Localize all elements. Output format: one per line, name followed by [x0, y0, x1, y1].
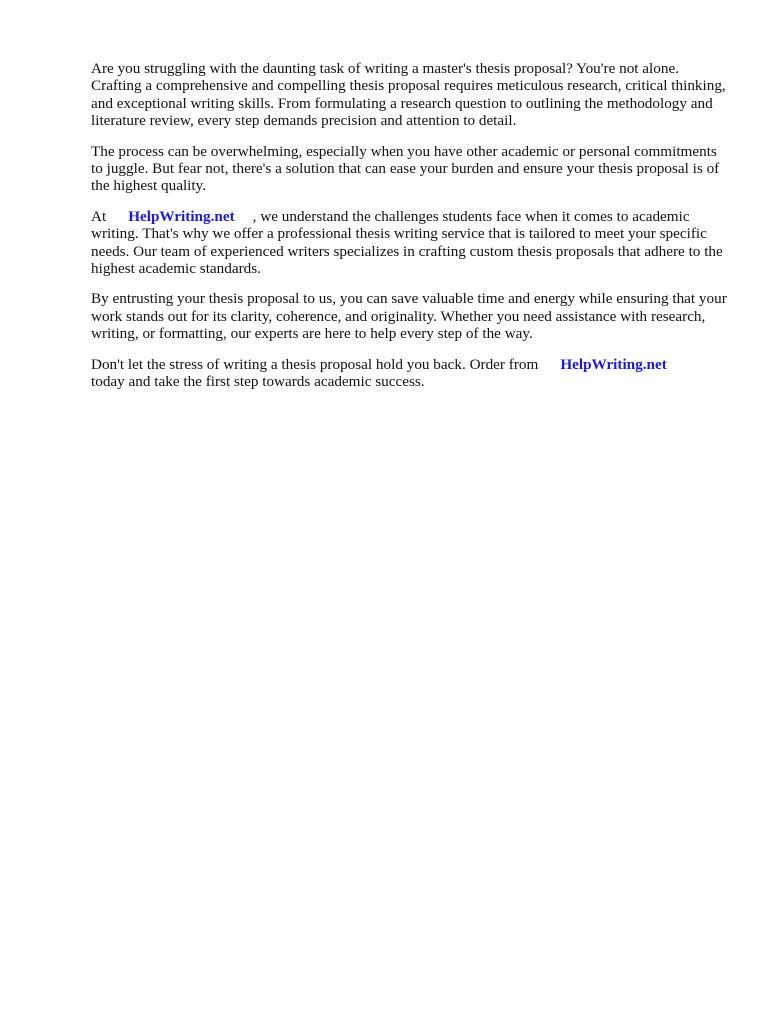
- document-body: [91, 60, 731, 404]
- helpwriting-order-link[interactable]: HelpWriting.net: [560, 355, 667, 373]
- helpwriting-link[interactable]: HelpWriting.net: [128, 207, 235, 225]
- paragraph-call-to-action: [91, 356, 731, 391]
- paragraph-benefits: By entrusting your thesis proposal to us, you can save valuable time and energy while ensuring that your work stands out for its clarity, coherence, and originality. Whether you need assistance with research, writing, or formatting, our experts are here to help every step of the way.: [91, 290, 727, 343]
- paragraph-intro: Are you struggling with the daunting task of writing a master's thesis proposal? You're not alone. Crafting a comprehensive and compelling thesis proposal requires meticulous research, critical thinking, and exceptional writing skills. From formulating a research question to outlining the methodology and literature review, every step demands precision and attention to detail.: [91, 60, 726, 130]
- paragraph-service: [91, 208, 731, 278]
- paragraph-service-body: , we understand the challenges students face when it comes to academic writing. That's why we offer a professional thesis writing service that is tailored to meet your specific needs. Our team of experienced writers specializes in crafting custom thesis proposals that adhere to the highest academic standards.: [91, 207, 723, 278]
- paragraph-cta-lead: Don't let the stress of writing a thesis proposal hold you back. Order from: [91, 355, 539, 373]
- paragraph-cta-tail: today and take the first step towards academic success.: [91, 373, 425, 391]
- paragraph-service-lead: At: [91, 207, 107, 225]
- paragraph-process: The process can be overwhelming, especially when you have other academic or personal commitments to juggle. But fear not, there's a solution that can ease your burden and ensure your thesis proposal is of the highest quality.: [91, 142, 720, 195]
